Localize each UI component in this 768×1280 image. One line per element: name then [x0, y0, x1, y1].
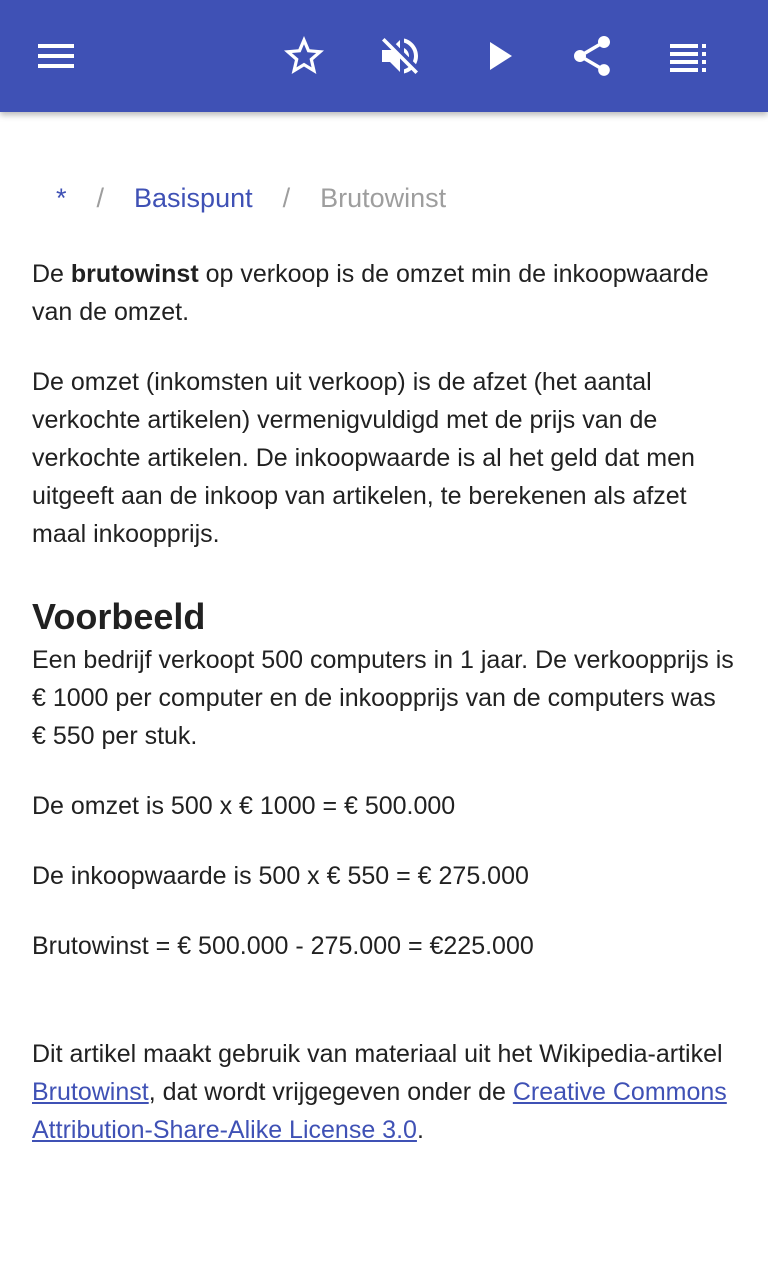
attribution-text-3: . [416, 1116, 424, 1144]
breadcrumb-root-link[interactable]: * [56, 183, 67, 213]
volume-off-icon [376, 32, 424, 80]
play-button[interactable] [462, 20, 534, 92]
intro-paragraph [32, 255, 736, 331]
play-icon [474, 32, 522, 80]
omzet-paragraph: De omzet (inkomsten uit verkoop) is de afzet (het aantal verkochte artikelen) vermenigvuldigd met de prijs van de verkochte artikelen. De inkoopwaarde is al het geld dat men uitgeeft aan de inkoop van artikelen, te berekenen als afzet maal inkoopprijs. [32, 368, 695, 548]
article-content [32, 112, 736, 1149]
breadcrumb-parent-link[interactable]: Basispunt [134, 183, 253, 213]
wikipedia-article-link[interactable]: Brutowinst [32, 1078, 149, 1106]
breadcrumb-separator: / [96, 183, 105, 213]
intro-bold-term: brutowinst [70, 260, 199, 288]
star-icon [280, 32, 328, 80]
mute-button[interactable] [364, 20, 436, 92]
table-of-contents-button[interactable] [652, 20, 724, 92]
example-paragraph: Een bedrijf verkoopt 500 computers in 1 jaar. De verkoopprijs is € 1000 per computer en de inkoopprijs van de computers was € 550 per stuk. [32, 646, 734, 750]
menu-button[interactable] [20, 20, 92, 92]
license-link[interactable]: Creative Commons Attribution-Share-Alike License 3.0 [32, 1078, 727, 1144]
intro-rest: op verkoop is de omzet min de inkoopwaarde van de omzet. [32, 260, 709, 326]
attribution-text-1: Dit artikel maakt gebruik van materiaal uit het Wikipedia-artikel [32, 1040, 723, 1068]
attribution-note [32, 1035, 736, 1149]
attribution-text-2: , dat wordt vrijgegeven onder de [148, 1078, 513, 1106]
share-button[interactable] [556, 20, 628, 92]
share-icon [568, 32, 616, 80]
section-heading: Voorbeeld [32, 596, 206, 637]
menu-icon [32, 32, 80, 80]
breadcrumb [32, 178, 736, 218]
calc-inkoopwaarde: De inkoopwaarde is 500 x € 550 = € 275.000 [32, 862, 529, 890]
favorite-button[interactable] [268, 20, 340, 92]
breadcrumb-current: Brutowinst [320, 183, 447, 213]
intro-prefix: De [32, 260, 71, 288]
playlist-icon [664, 32, 712, 80]
calc-omzet: De omzet is 500 x € 1000 = € 500.000 [32, 792, 456, 820]
calc-brutowinst: Brutowinst = € 500.000 - 275.000 = €225.000 [32, 932, 534, 960]
app-toolbar [0, 0, 768, 112]
breadcrumb-separator: / [282, 183, 291, 213]
